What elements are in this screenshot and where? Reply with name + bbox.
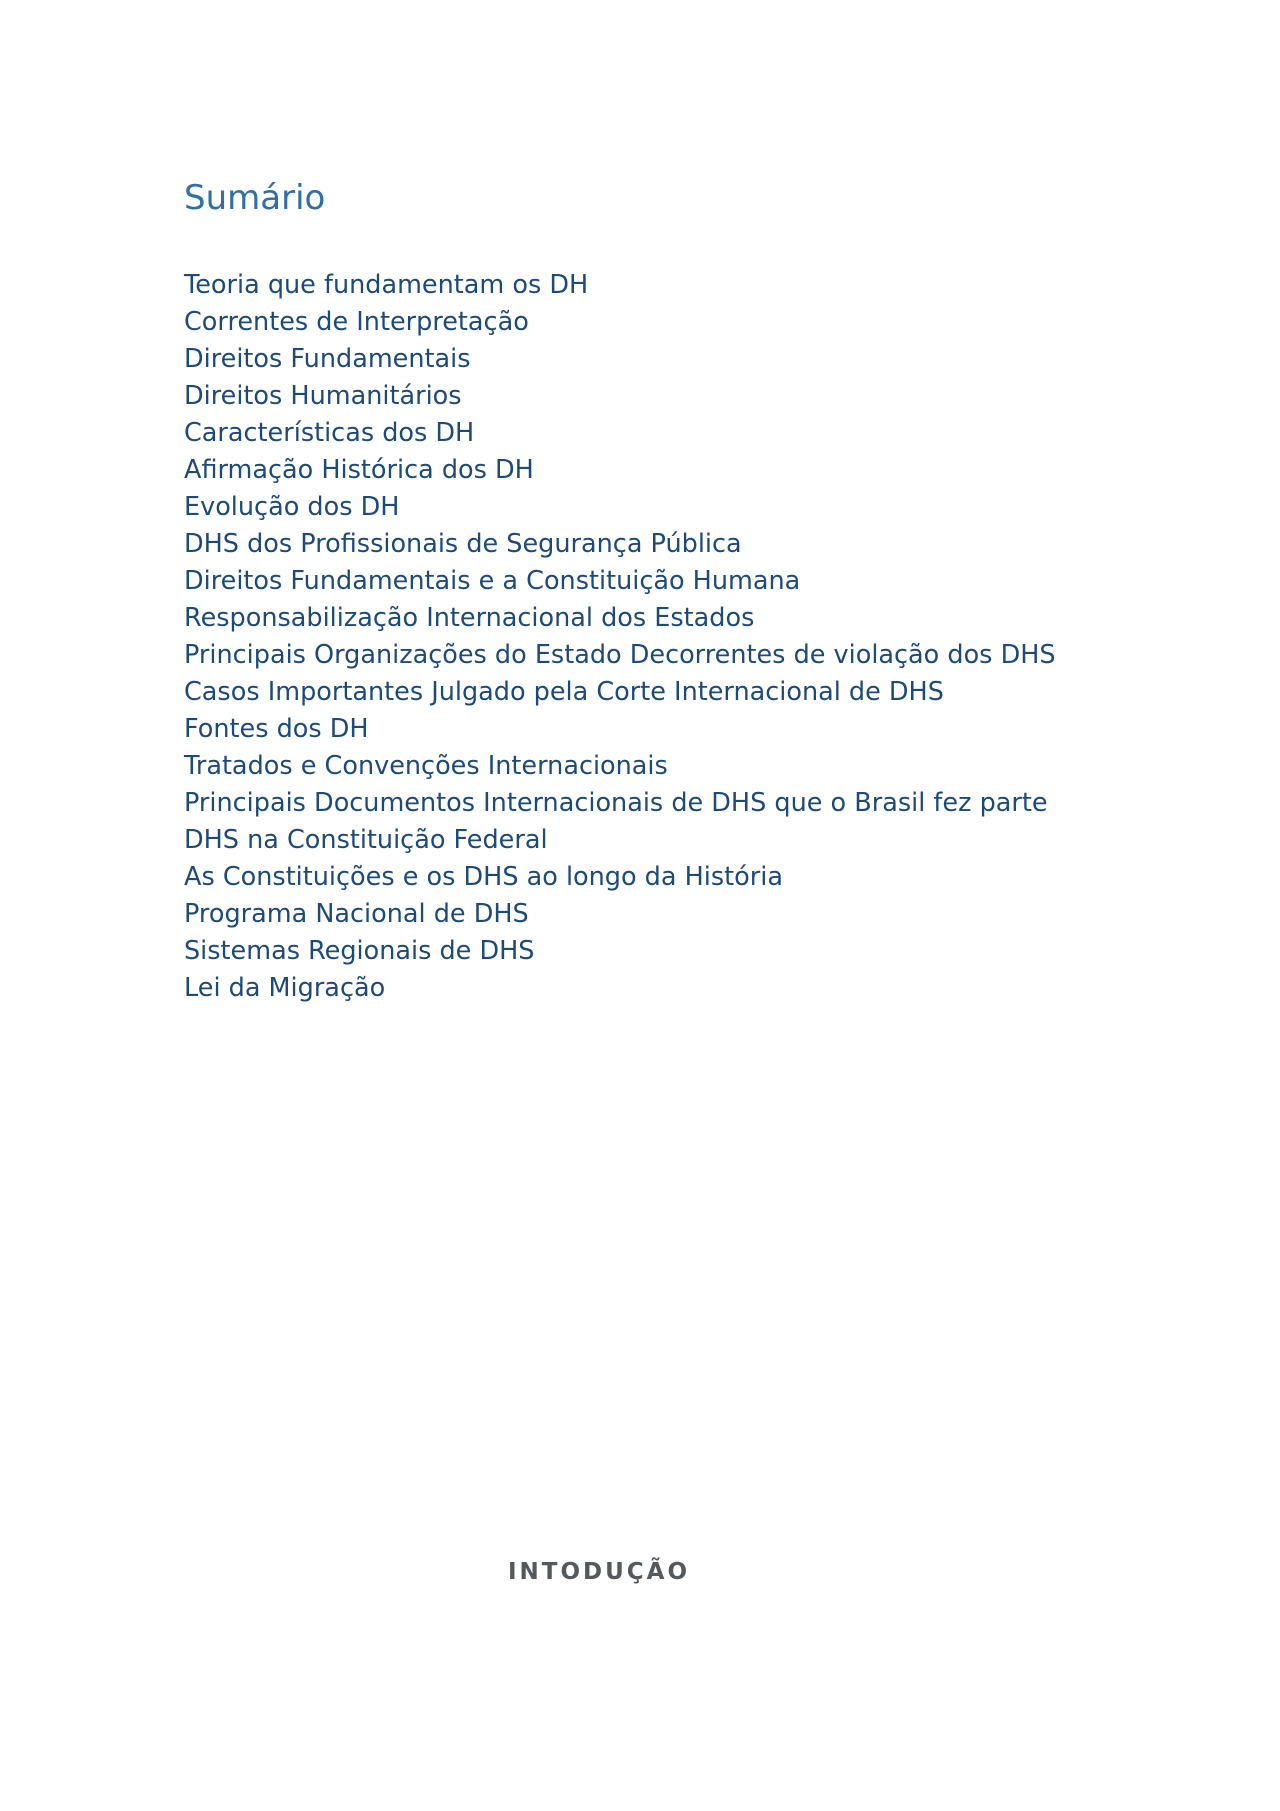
- toc-link-correntes[interactable]: Correntes de Interpretação: [184, 307, 529, 337]
- section-heading: INTODUÇÃO: [507, 1559, 691, 1585]
- toc-link-profissionais-seguranca[interactable]: DHS dos Profissionais de Segurança Pública: [184, 529, 742, 559]
- toc-link-evolucao[interactable]: Evolução dos DH: [184, 492, 400, 522]
- toc-link-organizacoes[interactable]: Principais Organizações do Estado Decorrentes de violação dos DHS: [184, 640, 1056, 670]
- toc-link-teoria[interactable]: Teoria que fundamentam os DH: [184, 270, 589, 300]
- toc-link-direitos-humanitarios[interactable]: Direitos Humanitários: [184, 381, 462, 411]
- toc-link-sistemas-regionais[interactable]: Sistemas Regionais de DHS: [184, 936, 535, 966]
- toc-link-documentos-internacionais[interactable]: Principais Documentos Internacionais de DHS que o Brasil fez parte: [184, 788, 1048, 818]
- toc-link-programa-nacional[interactable]: Programa Nacional de DHS: [184, 899, 529, 929]
- toc-link-constituicao-federal[interactable]: DHS na Constituição Federal: [184, 825, 548, 855]
- toc-link-casos-importantes[interactable]: Casos Importantes Julgado pela Corte Internacional de DHS: [184, 677, 944, 707]
- toc-link-constituicao-humana[interactable]: Direitos Fundamentais e a Constituição Humana: [184, 566, 801, 596]
- toc-link-tratados[interactable]: Tratados e Convenções Internacionais: [184, 751, 668, 781]
- toc-link-fontes[interactable]: Fontes dos DH: [184, 714, 369, 744]
- toc-link-constituicoes-historia[interactable]: As Constituições e os DHS ao longo da História: [184, 862, 783, 892]
- toc-link-direitos-fundamentais[interactable]: Direitos Fundamentais: [184, 344, 471, 374]
- toc-link-caracteristicas[interactable]: Características dos DH: [184, 418, 475, 448]
- toc-title: Sumário: [184, 178, 326, 218]
- toc-link-lei-migracao[interactable]: Lei da Migração: [184, 973, 386, 1003]
- toc-list: [184, 267, 1056, 1007]
- toc-link-afirmacao-historica[interactable]: Afirmação Histórica dos DH: [184, 455, 534, 485]
- toc-link-responsabilizacao[interactable]: Responsabilização Internacional dos Estados: [184, 603, 755, 633]
